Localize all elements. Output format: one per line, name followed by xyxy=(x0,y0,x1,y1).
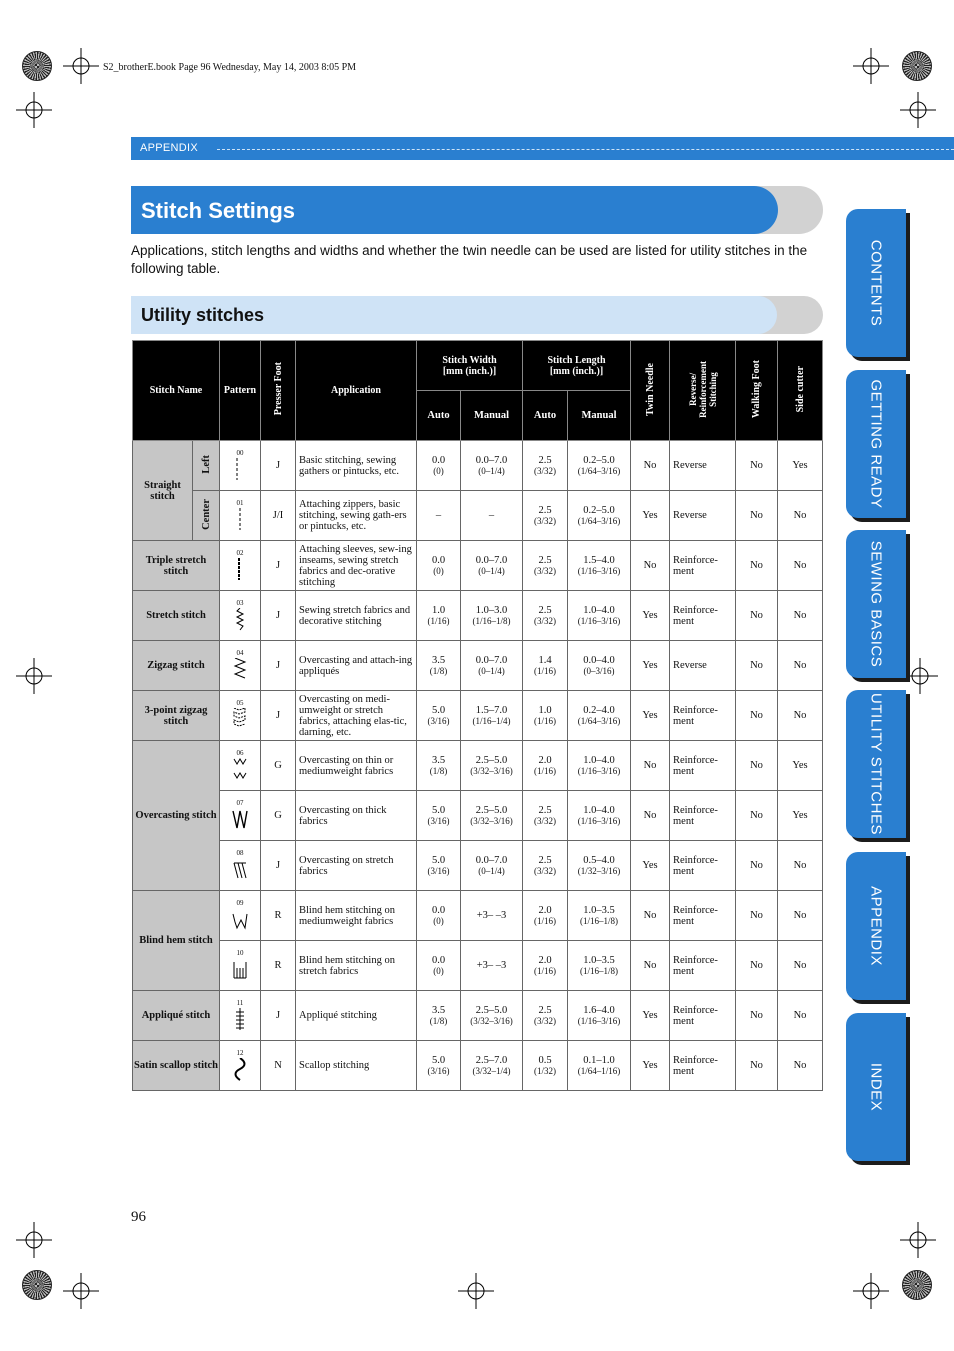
stitch-pattern: 02 xyxy=(220,541,261,591)
table-row xyxy=(133,441,823,491)
length-manual: 1.0–3.5 (1/16–1/8) xyxy=(568,891,631,941)
length-manual: 1.0–4.0 (1/16–3/16) xyxy=(568,741,631,791)
header-pattern: Pattern xyxy=(220,341,261,441)
stitch-pattern: 09 xyxy=(220,891,261,941)
stitch-pattern-icon xyxy=(231,908,249,932)
header-strip xyxy=(131,137,954,160)
stitch-pattern: 04 xyxy=(220,641,261,691)
book-info: S2_brotherE.book Page 96 Wednesday, May 14, 2003 8:05 PM xyxy=(103,62,357,73)
header-twin-needle: Twin Needle xyxy=(631,341,670,441)
intro-text: Applications, stitch lengths and widths and whether the twin needle can be used are listed for utility stitches in the following table. xyxy=(131,243,808,276)
width-auto: 0.0 (0) xyxy=(417,891,461,941)
stitch-name: Appliqué stitch xyxy=(133,991,220,1041)
length-auto: 2.5 (3/32) xyxy=(523,841,568,891)
registration-mark-icon xyxy=(900,92,936,128)
tab-contents[interactable]: CONTENTS xyxy=(846,209,906,357)
stitch-pattern-icon xyxy=(231,508,249,532)
side-cutter: Yes xyxy=(778,441,823,491)
walking-foot: No xyxy=(736,991,778,1041)
side-cutter: No xyxy=(778,591,823,641)
side-cutter: No xyxy=(778,1041,823,1091)
side-cutter: Yes xyxy=(778,791,823,841)
stitch-pattern: 12 xyxy=(220,1041,261,1091)
width-auto: 5.0 (3/16) xyxy=(417,791,461,841)
stitch-pattern-icon xyxy=(231,658,249,682)
stitch-pattern-icon xyxy=(231,558,249,582)
reverse-reinforcement: Reverse xyxy=(670,641,736,691)
twin-needle: Yes xyxy=(631,1041,670,1091)
application: Blind hem stitching on stretch fabrics xyxy=(296,941,417,991)
table-row xyxy=(133,591,823,641)
twin-needle: Yes xyxy=(631,991,670,1041)
walking-foot: No xyxy=(736,641,778,691)
length-auto: 2.0 (1/16) xyxy=(523,891,568,941)
length-auto: 2.5 (3/32) xyxy=(523,991,568,1041)
width-manual: +3– –3 xyxy=(461,891,523,941)
stitch-pattern: 03 xyxy=(220,591,261,641)
twin-needle: No xyxy=(631,941,670,991)
header-width-auto: Auto xyxy=(417,391,461,441)
registration-mark-icon xyxy=(16,658,52,694)
application: Basic stitching, sewing gathers or pintucks, etc. xyxy=(296,441,417,491)
width-manual: 0.0–7.0 (0–1/4) xyxy=(461,441,523,491)
stitch-pattern: 05 xyxy=(220,691,261,741)
side-cutter: No xyxy=(778,641,823,691)
tab-utility-stitches[interactable]: UTILITY STITCHES xyxy=(846,690,906,838)
application: Attaching zippers, basic stitching, sewing gath-ers or pintucks, etc. xyxy=(296,491,417,541)
section-banner xyxy=(131,296,823,334)
reverse-reinforcement: Reinforce-ment xyxy=(670,691,736,741)
side-cutter: No xyxy=(778,991,823,1041)
walking-foot: No xyxy=(736,691,778,741)
table-row xyxy=(133,691,823,741)
stitch-pattern-icon xyxy=(231,758,249,782)
length-manual: 0.2–4.0 (1/64–3/16) xyxy=(568,691,631,741)
stitch-pattern: 11 xyxy=(220,991,261,1041)
application: Sewing stretch fabrics and decorative stitching xyxy=(296,591,417,641)
stitch-name: 3-point zigzag stitch xyxy=(133,691,220,741)
registration-mark-icon xyxy=(853,1273,889,1309)
table-row xyxy=(133,941,823,991)
twin-needle: No xyxy=(631,441,670,491)
twin-needle: Yes xyxy=(631,841,670,891)
length-manual: 1.0–4.0 (1/16–3/16) xyxy=(568,591,631,641)
width-auto: 5.0 (3/16) xyxy=(417,691,461,741)
header-dash-line xyxy=(217,149,954,150)
width-auto: – xyxy=(417,491,461,541)
width-auto: 3.5 (1/8) xyxy=(417,641,461,691)
reverse-reinforcement: Reinforce-ment xyxy=(670,891,736,941)
length-manual: 1.0–4.0 (1/16–3/16) xyxy=(568,791,631,841)
registration-mark-icon xyxy=(16,92,52,128)
presser-foot: J xyxy=(261,841,296,891)
stitch-pattern: 07 xyxy=(220,791,261,841)
table-row xyxy=(133,891,823,941)
presser-foot: G xyxy=(261,741,296,791)
application: Blind hem stitching on mediumweight fabrics xyxy=(296,891,417,941)
header-presser-foot: Presser Foot xyxy=(261,341,296,441)
tab-getting-ready[interactable]: GETTING READY xyxy=(846,370,906,518)
reverse-reinforcement: Reinforce-ment xyxy=(670,1041,736,1091)
stitch-pattern-icon xyxy=(231,858,249,882)
header-application: Application xyxy=(296,341,417,441)
width-auto: 3.5 (1/8) xyxy=(417,991,461,1041)
length-manual: 0.1–1.0 (1/64–1/16) xyxy=(568,1041,631,1091)
table-row xyxy=(133,841,823,891)
reverse-reinforcement: Reverse xyxy=(670,441,736,491)
width-manual: 0.0–7.0 (0–1/4) xyxy=(461,641,523,691)
header-length-auto: Auto xyxy=(523,391,568,441)
width-manual: +3– –3 xyxy=(461,941,523,991)
length-auto: 1.0 (1/16) xyxy=(523,691,568,741)
table-row xyxy=(133,541,823,591)
presser-foot: J xyxy=(261,641,296,691)
side-cutter: No xyxy=(778,541,823,591)
presser-foot: R xyxy=(261,891,296,941)
length-auto: 2.5 (3/32) xyxy=(523,491,568,541)
application: Scallop stitching xyxy=(296,1041,417,1091)
registration-mark-icon xyxy=(63,48,99,84)
tab-sewing-basics[interactable]: SEWING BASICS xyxy=(846,530,906,678)
registration-mark-icon xyxy=(902,658,938,694)
application: Overcasting on medi-umweight or stretch fabrics, attaching elas-tic, darning, etc. xyxy=(296,691,417,741)
color-dial-mark-icon xyxy=(22,1270,52,1300)
side-cutter: No xyxy=(778,491,823,541)
reverse-reinforcement: Reverse xyxy=(670,491,736,541)
table-row xyxy=(133,741,823,791)
header-length-manual: Manual xyxy=(568,391,631,441)
width-auto: 5.0 (3/16) xyxy=(417,841,461,891)
header-stitch-length: Stitch Length [mm (inch.)] xyxy=(523,341,631,391)
stitch-name: Straight stitch xyxy=(133,441,193,541)
reverse-reinforcement: Reinforce-ment xyxy=(670,941,736,991)
length-auto: 2.0 (1/16) xyxy=(523,741,568,791)
reverse-reinforcement: Reinforce-ment xyxy=(670,841,736,891)
side-cutter: No xyxy=(778,691,823,741)
twin-needle: No xyxy=(631,891,670,941)
presser-foot: J xyxy=(261,691,296,741)
table-row xyxy=(133,641,823,691)
reverse-reinforcement: Reinforce-ment xyxy=(670,791,736,841)
stitch-pattern-icon xyxy=(231,1008,249,1032)
presser-foot: J/I xyxy=(261,491,296,541)
walking-foot: No xyxy=(736,741,778,791)
stitch-position: Center xyxy=(193,491,220,541)
length-auto: 2.5 (3/32) xyxy=(523,441,568,491)
length-manual: 1.5–4.0 (1/16–3/16) xyxy=(568,541,631,591)
length-auto: 2.0 (1/16) xyxy=(523,941,568,991)
length-manual: 0.2–5.0 (1/64–3/16) xyxy=(568,441,631,491)
registration-mark-icon xyxy=(853,48,889,84)
twin-needle: Yes xyxy=(631,591,670,641)
length-auto: 2.5 (3/32) xyxy=(523,591,568,641)
stitch-pattern-icon xyxy=(231,608,249,632)
tab-index[interactable]: INDEX xyxy=(846,1013,906,1161)
length-auto: 1.4 (1/16) xyxy=(523,641,568,691)
walking-foot: No xyxy=(736,491,778,541)
width-manual: 2.5–7.0 (3/32–1/4) xyxy=(461,1041,523,1091)
stitch-name: Blind hem stitch xyxy=(133,891,220,991)
reverse-reinforcement: Reinforce-ment xyxy=(670,741,736,791)
walking-foot: No xyxy=(736,541,778,591)
header-label: APPENDIX xyxy=(140,142,199,154)
page-title: Stitch Settings xyxy=(141,198,296,223)
stitch-pattern-icon xyxy=(231,458,249,482)
stitch-name: Satin scallop stitch xyxy=(133,1041,220,1091)
table-row xyxy=(133,791,823,841)
walking-foot: No xyxy=(736,441,778,491)
width-auto: 5.0 (3/16) xyxy=(417,1041,461,1091)
width-auto: 0.0 (0) xyxy=(417,941,461,991)
width-auto: 0.0 (0) xyxy=(417,541,461,591)
stitch-pattern: 00 xyxy=(220,441,261,491)
presser-foot: J xyxy=(261,991,296,1041)
header-walking-foot: Walking Foot xyxy=(736,341,778,441)
length-manual: 1.6–4.0 (1/16–3/16) xyxy=(568,991,631,1041)
table-row xyxy=(133,491,823,541)
twin-needle: Yes xyxy=(631,491,670,541)
presser-foot: J xyxy=(261,441,296,491)
width-manual: 2.5–5.0 (3/32–3/16) xyxy=(461,791,523,841)
width-manual: 1.0–3.0 (1/16–1/8) xyxy=(461,591,523,641)
color-dial-mark-icon xyxy=(22,51,52,81)
table-row xyxy=(133,991,823,1041)
walking-foot: No xyxy=(736,891,778,941)
length-auto: 2.5 (3/32) xyxy=(523,541,568,591)
walking-foot: No xyxy=(736,791,778,841)
header-width-manual: Manual xyxy=(461,391,523,441)
color-dial-mark-icon xyxy=(902,51,932,81)
length-manual: 0.2–5.0 (1/64–3/16) xyxy=(568,491,631,541)
walking-foot: No xyxy=(736,941,778,991)
stitch-pattern: 10 xyxy=(220,941,261,991)
width-manual: 2.5–5.0 (3/32–3/16) xyxy=(461,741,523,791)
stitch-name: Triple stretch stitch xyxy=(133,541,220,591)
twin-needle: Yes xyxy=(631,691,670,741)
stitch-pattern: 01 xyxy=(220,491,261,541)
header-stitch-width: Stitch Width [mm (inch.)] xyxy=(417,341,523,391)
stitch-position: Left xyxy=(193,441,220,491)
utility-stitches-table xyxy=(132,340,823,1091)
walking-foot: No xyxy=(736,1041,778,1091)
application: Overcasting on thick fabrics xyxy=(296,791,417,841)
side-cutter: No xyxy=(778,941,823,991)
header-stitch-name: Stitch Name xyxy=(133,341,220,441)
stitch-name: Stretch stitch xyxy=(133,591,220,641)
width-manual: 1.5–7.0 (1/16–1/4) xyxy=(461,691,523,741)
presser-foot: R xyxy=(261,941,296,991)
registration-mark-icon xyxy=(16,1222,52,1258)
application: Overcasting on stretch fabrics xyxy=(296,841,417,891)
section-title: Utility stitches xyxy=(141,305,265,325)
application: Appliqué stitching xyxy=(296,991,417,1041)
header-side-cutter: Side cutter xyxy=(778,341,823,441)
length-auto: 2.5 (3/32) xyxy=(523,791,568,841)
title-banner xyxy=(131,186,823,234)
table-row xyxy=(133,1041,823,1091)
stitch-pattern-icon xyxy=(231,808,249,832)
reverse-reinforcement: Reinforce-ment xyxy=(670,591,736,641)
registration-mark-icon xyxy=(900,1222,936,1258)
page-number: 96 xyxy=(131,1209,146,1225)
application: Attaching sleeves, sew-ing inseams, sewing stretch fabrics and dec-orative stitching xyxy=(296,541,417,591)
side-cutter: No xyxy=(778,891,823,941)
width-manual: 0.0–7.0 (0–1/4) xyxy=(461,541,523,591)
presser-foot: J xyxy=(261,591,296,641)
header-reverse-reinforcement: Reverse/ Reinforcement Stitching xyxy=(670,341,736,441)
color-dial-mark-icon xyxy=(902,1270,932,1300)
twin-needle: No xyxy=(631,741,670,791)
width-manual: – xyxy=(461,491,523,541)
twin-needle: No xyxy=(631,541,670,591)
application: Overcasting and attach-ing appliqués xyxy=(296,641,417,691)
walking-foot: No xyxy=(736,841,778,891)
side-cutter: No xyxy=(778,841,823,891)
registration-mark-icon xyxy=(63,1273,99,1309)
presser-foot: J xyxy=(261,541,296,591)
tab-appendix[interactable]: APPENDIX xyxy=(846,852,906,1000)
stitch-pattern: 08 xyxy=(220,841,261,891)
stitch-name: Zigzag stitch xyxy=(133,641,220,691)
stitch-pattern: 06 xyxy=(220,741,261,791)
stitch-pattern-icon xyxy=(231,708,249,732)
side-cutter: Yes xyxy=(778,741,823,791)
width-manual: 0.0–7.0 (0–1/4) xyxy=(461,841,523,891)
length-manual: 0.5–4.0 (1/32–3/16) xyxy=(568,841,631,891)
stitch-pattern-icon xyxy=(231,958,249,982)
length-manual: 0.0–4.0 (0–3/16) xyxy=(568,641,631,691)
length-auto: 0.5 (1/32) xyxy=(523,1041,568,1091)
width-auto: 3.5 (1/8) xyxy=(417,741,461,791)
walking-foot: No xyxy=(736,591,778,641)
width-manual: 2.5–5.0 (3/32–3/16) xyxy=(461,991,523,1041)
presser-foot: G xyxy=(261,791,296,841)
length-manual: 1.0–3.5 (1/16–1/8) xyxy=(568,941,631,991)
twin-needle: No xyxy=(631,791,670,841)
presser-foot: N xyxy=(261,1041,296,1091)
reverse-reinforcement: Reinforce-ment xyxy=(670,991,736,1041)
reverse-reinforcement: Reinforce-ment xyxy=(670,541,736,591)
width-auto: 0.0 (0) xyxy=(417,441,461,491)
twin-needle: Yes xyxy=(631,641,670,691)
registration-mark-icon xyxy=(458,1273,494,1309)
stitch-pattern-icon xyxy=(231,1058,249,1082)
stitch-name: Overcasting stitch xyxy=(133,741,220,891)
application: Overcasting on thin or mediumweight fabrics xyxy=(296,741,417,791)
width-auto: 1.0 (1/16) xyxy=(417,591,461,641)
